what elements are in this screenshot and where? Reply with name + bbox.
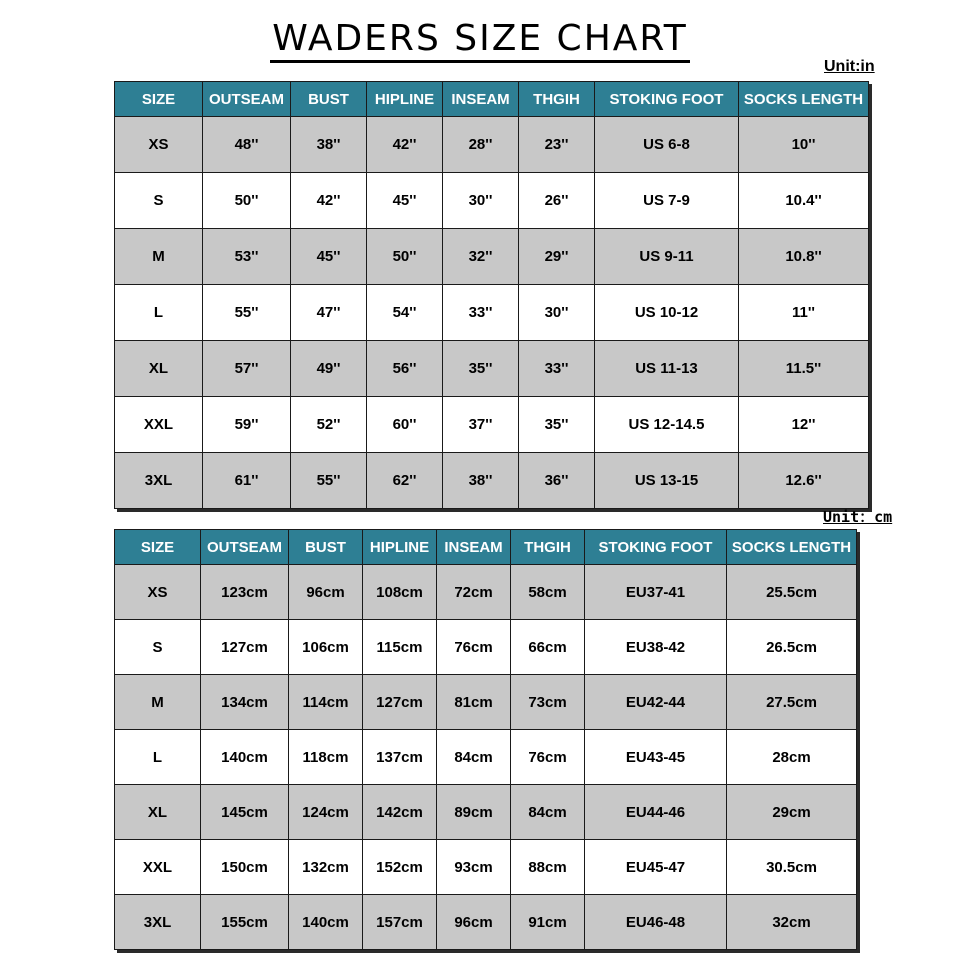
table-cell: 53'' bbox=[203, 229, 291, 285]
table-cell: US 12-14.5 bbox=[595, 397, 739, 453]
table-cell: EU44-46 bbox=[585, 785, 727, 840]
column-header: BUST bbox=[289, 530, 363, 565]
table-cell: 12.6'' bbox=[739, 453, 869, 509]
table-cell: 48'' bbox=[203, 117, 291, 173]
column-header: THGIH bbox=[511, 530, 585, 565]
table-cell: 62'' bbox=[367, 453, 443, 509]
table-cell: 76cm bbox=[437, 620, 511, 675]
column-header: OUTSEAM bbox=[201, 530, 289, 565]
size-cell: XL bbox=[115, 785, 201, 840]
table-cell: 50'' bbox=[367, 229, 443, 285]
table-cell: 23'' bbox=[519, 117, 595, 173]
size-cell: XS bbox=[115, 565, 201, 620]
table-cell: 96cm bbox=[289, 565, 363, 620]
page-title-text: WADERS SIZE CHART bbox=[270, 18, 690, 63]
column-header: INSEAM bbox=[437, 530, 511, 565]
table-row bbox=[115, 620, 857, 675]
table-cell: 10.4'' bbox=[739, 173, 869, 229]
table-cell: 108cm bbox=[363, 565, 437, 620]
size-cell: S bbox=[115, 173, 203, 229]
column-header: OUTSEAM bbox=[203, 82, 291, 117]
table-cell: 10'' bbox=[739, 117, 869, 173]
table-cell: EU43-45 bbox=[585, 730, 727, 785]
table-cell: 124cm bbox=[289, 785, 363, 840]
table-cell: 89cm bbox=[437, 785, 511, 840]
table-cell: 45'' bbox=[367, 173, 443, 229]
table-cell: 10.8'' bbox=[739, 229, 869, 285]
page-title bbox=[0, 18, 960, 59]
table-cell: 115cm bbox=[363, 620, 437, 675]
table-cell: 114cm bbox=[289, 675, 363, 730]
table-cell: US 11-13 bbox=[595, 341, 739, 397]
table-cell: 76cm bbox=[511, 730, 585, 785]
table-row bbox=[115, 397, 869, 453]
table-cell: 42'' bbox=[291, 173, 367, 229]
size-table-inches bbox=[114, 81, 869, 509]
table-cell: 61'' bbox=[203, 453, 291, 509]
table-cell: 127cm bbox=[363, 675, 437, 730]
table-cell: 84cm bbox=[437, 730, 511, 785]
table-cell: 118cm bbox=[289, 730, 363, 785]
table-cell: 32cm bbox=[727, 895, 857, 950]
size-cell: 3XL bbox=[115, 895, 201, 950]
table-cell: 84cm bbox=[511, 785, 585, 840]
table-cell: EU45-47 bbox=[585, 840, 727, 895]
table-row bbox=[115, 565, 857, 620]
table-cell: US 9-11 bbox=[595, 229, 739, 285]
table-cell: 157cm bbox=[363, 895, 437, 950]
table-cell: 57'' bbox=[203, 341, 291, 397]
table-cell: US 7-9 bbox=[595, 173, 739, 229]
size-cell: XS bbox=[115, 117, 203, 173]
table-cell: 29'' bbox=[519, 229, 595, 285]
table-row bbox=[115, 229, 869, 285]
table-cell: 127cm bbox=[201, 620, 289, 675]
table-cell: 106cm bbox=[289, 620, 363, 675]
column-header: BUST bbox=[291, 82, 367, 117]
table-cell: 56'' bbox=[367, 341, 443, 397]
column-header: STOKING FOOT bbox=[585, 530, 727, 565]
column-header: THGIH bbox=[519, 82, 595, 117]
table-cell: 38'' bbox=[291, 117, 367, 173]
table-cell: 49'' bbox=[291, 341, 367, 397]
table-row bbox=[115, 730, 857, 785]
table-cell: 59'' bbox=[203, 397, 291, 453]
table-cell: 35'' bbox=[519, 397, 595, 453]
table-cell: 28'' bbox=[443, 117, 519, 173]
column-header: SIZE bbox=[115, 82, 203, 117]
table-cell: 66cm bbox=[511, 620, 585, 675]
table-cell: 35'' bbox=[443, 341, 519, 397]
column-header: SOCKS LENGTH bbox=[739, 82, 869, 117]
size-cell: XL bbox=[115, 341, 203, 397]
table-cell: 28cm bbox=[727, 730, 857, 785]
table-cell: 132cm bbox=[289, 840, 363, 895]
table-cell: 134cm bbox=[201, 675, 289, 730]
table-cell: 30'' bbox=[443, 173, 519, 229]
unit-label-inches: Unit:in bbox=[824, 58, 875, 75]
size-cell: M bbox=[115, 675, 201, 730]
table-cell: 42'' bbox=[367, 117, 443, 173]
table-header-row bbox=[115, 530, 857, 565]
table-cell: 140cm bbox=[289, 895, 363, 950]
table-cell: 60'' bbox=[367, 397, 443, 453]
table-cell: 91cm bbox=[511, 895, 585, 950]
table-cell: 26'' bbox=[519, 173, 595, 229]
unit-label-cm: Unit：cm bbox=[823, 508, 893, 526]
table-row bbox=[115, 785, 857, 840]
table-row bbox=[115, 840, 857, 895]
column-header: HIPLINE bbox=[363, 530, 437, 565]
column-header: INSEAM bbox=[443, 82, 519, 117]
table-cell: 54'' bbox=[367, 285, 443, 341]
size-cell: XXL bbox=[115, 397, 203, 453]
column-header: SIZE bbox=[115, 530, 201, 565]
table-cell: 93cm bbox=[437, 840, 511, 895]
size-cell: L bbox=[115, 285, 203, 341]
table-cell: 38'' bbox=[443, 453, 519, 509]
table-row bbox=[115, 675, 857, 730]
table-cell: 29cm bbox=[727, 785, 857, 840]
table-cell: 30.5cm bbox=[727, 840, 857, 895]
size-table-cm bbox=[114, 529, 857, 950]
table-cell: 32'' bbox=[443, 229, 519, 285]
table-cell: 11'' bbox=[739, 285, 869, 341]
table-row bbox=[115, 895, 857, 950]
table-cell: 88cm bbox=[511, 840, 585, 895]
table-cell: US 6-8 bbox=[595, 117, 739, 173]
table-cell: EU46-48 bbox=[585, 895, 727, 950]
table-cell: 155cm bbox=[201, 895, 289, 950]
table-cell: 96cm bbox=[437, 895, 511, 950]
table-cell: 145cm bbox=[201, 785, 289, 840]
table-cell: 12'' bbox=[739, 397, 869, 453]
table-cell: 150cm bbox=[201, 840, 289, 895]
table-row bbox=[115, 453, 869, 509]
table-cell: 27.5cm bbox=[727, 675, 857, 730]
table-cell: EU38-42 bbox=[585, 620, 727, 675]
table-cell: 50'' bbox=[203, 173, 291, 229]
table-cell: 137cm bbox=[363, 730, 437, 785]
table-cell: 140cm bbox=[201, 730, 289, 785]
table-cell: 11.5'' bbox=[739, 341, 869, 397]
table-header-row bbox=[115, 82, 869, 117]
table-row bbox=[115, 173, 869, 229]
table-cell: 58cm bbox=[511, 565, 585, 620]
column-header: HIPLINE bbox=[367, 82, 443, 117]
table-cell: 45'' bbox=[291, 229, 367, 285]
table-cell: EU37-41 bbox=[585, 565, 727, 620]
table-cell: 36'' bbox=[519, 453, 595, 509]
table-cell: 26.5cm bbox=[727, 620, 857, 675]
table-cell: 123cm bbox=[201, 565, 289, 620]
table-cell: 30'' bbox=[519, 285, 595, 341]
table-cell: 81cm bbox=[437, 675, 511, 730]
table-cell: 52'' bbox=[291, 397, 367, 453]
table-cell: 55'' bbox=[291, 453, 367, 509]
size-cell: XXL bbox=[115, 840, 201, 895]
table-cell: 152cm bbox=[363, 840, 437, 895]
table-cell: 25.5cm bbox=[727, 565, 857, 620]
table-cell: 33'' bbox=[519, 341, 595, 397]
size-cell: 3XL bbox=[115, 453, 203, 509]
table-cell: 33'' bbox=[443, 285, 519, 341]
table-cell: US 10-12 bbox=[595, 285, 739, 341]
column-header: STOKING FOOT bbox=[595, 82, 739, 117]
size-cell: L bbox=[115, 730, 201, 785]
table-cell: 37'' bbox=[443, 397, 519, 453]
table-cell: 47'' bbox=[291, 285, 367, 341]
size-cell: S bbox=[115, 620, 201, 675]
size-cell: M bbox=[115, 229, 203, 285]
column-header: SOCKS LENGTH bbox=[727, 530, 857, 565]
table-row bbox=[115, 285, 869, 341]
table-cell: EU42-44 bbox=[585, 675, 727, 730]
table-cell: 142cm bbox=[363, 785, 437, 840]
table-cell: 55'' bbox=[203, 285, 291, 341]
table-cell: US 13-15 bbox=[595, 453, 739, 509]
table-row bbox=[115, 341, 869, 397]
table-row bbox=[115, 117, 869, 173]
table-cell: 73cm bbox=[511, 675, 585, 730]
table-cell: 72cm bbox=[437, 565, 511, 620]
